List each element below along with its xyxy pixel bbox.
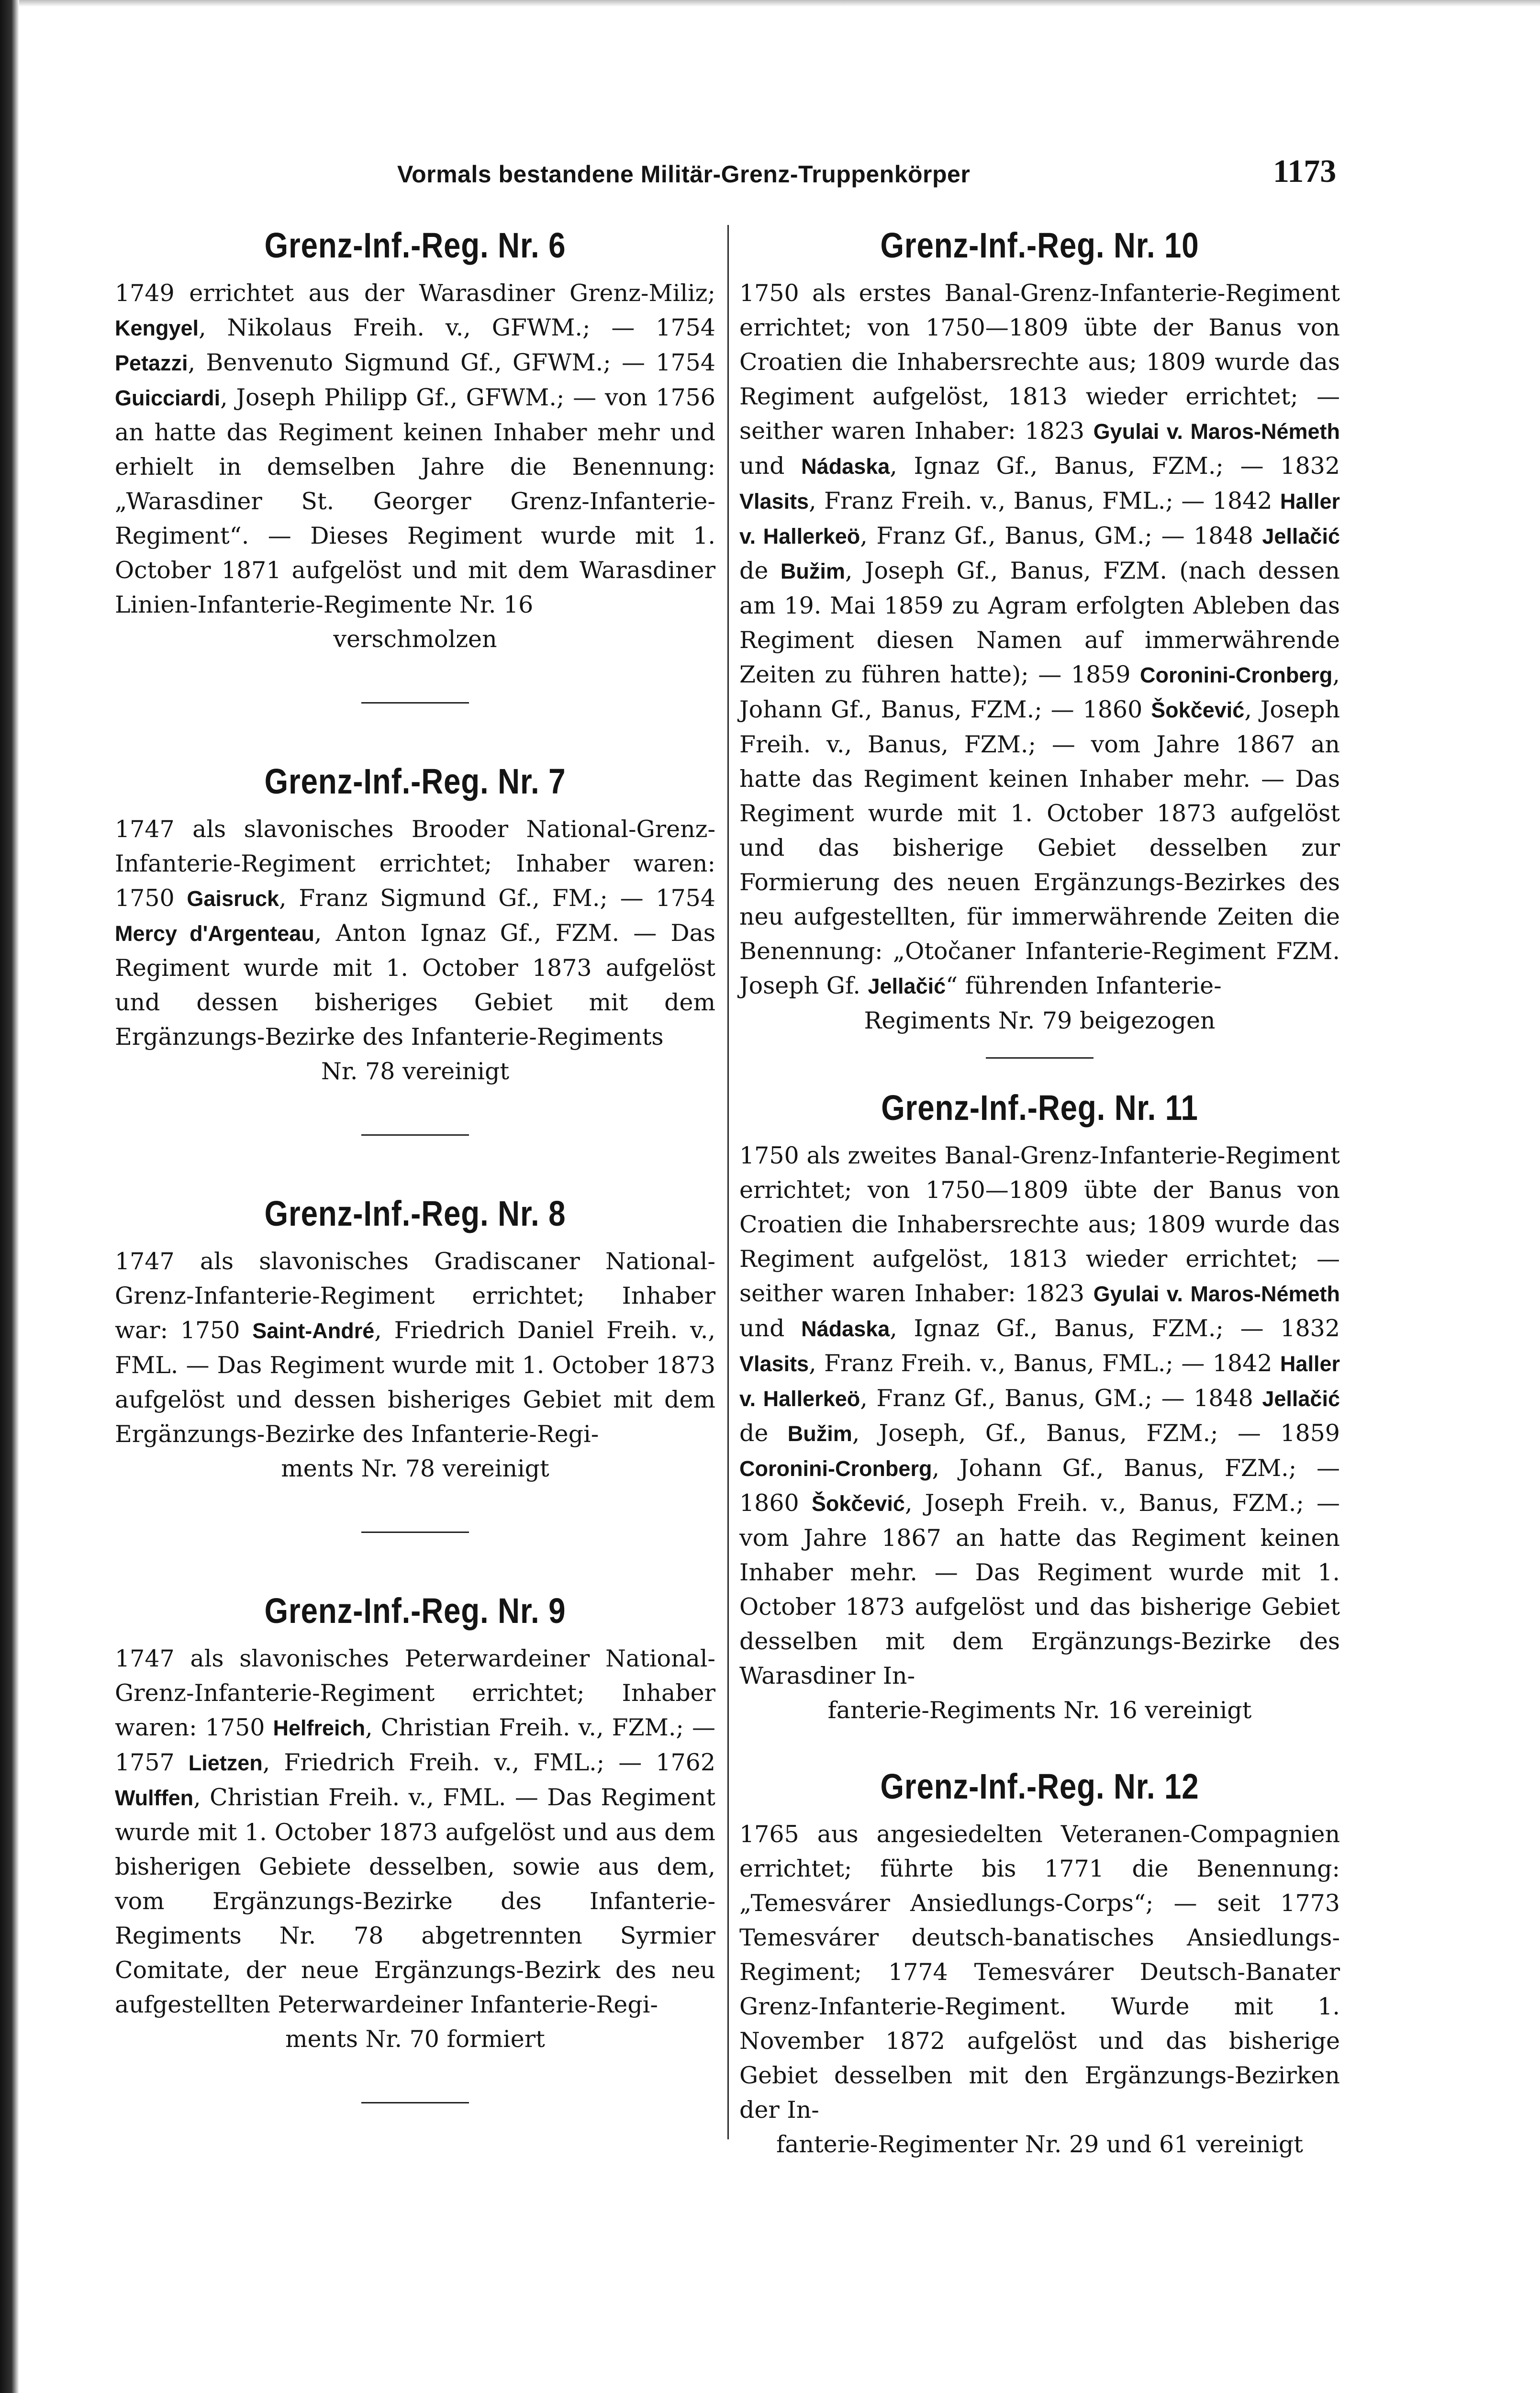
section-reg-6 <box>115 225 715 657</box>
section-body <box>115 1642 715 2022</box>
section-heading: Grenz-Inf.-Reg. Nr. 6 <box>264 225 566 265</box>
person-name: Jellačić <box>1262 524 1340 549</box>
section-last-line: Regiments Nr. 79 beigezogen <box>864 1007 1216 1035</box>
person-name: Haller v. Hallerkeö <box>739 489 1340 549</box>
person-name: Nádaska <box>801 454 890 479</box>
person-name: Wulffen <box>115 1786 194 1811</box>
text-run: , Christian Freih. v., FML. — Das Regiment wurde mit 1. October 1873 aufgelöst und aus dem bisherigen Gebiete desselben, sowie aus dem, vom Ergänzungs-Bezirke des Infanterie-Regiments Nr. 78 abgetrennten Syrmier Comitate, der neue Ergänzungs-Bezirk des neu aufgestellten Peterwardeiner Infanterie-Regi- <box>115 1784 715 2019</box>
text-run: “ führenden Infanterie- <box>946 972 1222 1000</box>
running-title: Vormals bestandene Militär-Grenz-Truppenkörper <box>397 161 971 188</box>
section-reg-8 <box>115 1193 715 1486</box>
text-run: , Johann Gf., Banus, FZM.; — 1860 <box>739 1454 1340 1517</box>
person-name: Coronini-Cronberg <box>739 1456 932 1481</box>
section-reg-12 <box>739 1766 1340 2162</box>
text-run: , Ignaz Gf., Banus, FZM.; — 1832 <box>890 1315 1340 1342</box>
text-run: , Joseph Freih. v., Banus, FZM.; — vom Jahre 1867 an hatte das Regiment keinen Inhaber mehr. — Das Regiment wurde mit 1. October 1873 aufgelöst und das bisherige Gebiet desselben zur Formierung des neuen Ergänzungs-Bezirkes des neu aufgestellten, für immerwährende Zeiten die Benennung: „Otočaner Infanterie-Regiment FZM. Joseph Gf. <box>739 696 1340 1000</box>
section-body <box>115 1244 715 1452</box>
text-run: , Nikolaus Freih. v., GFWM.; — 1754 <box>199 314 715 342</box>
text-run: , Ignaz Gf., Banus, FZM.; — 1832 <box>890 452 1340 480</box>
person-name: Nádaska <box>801 1317 890 1342</box>
section-last-line: fanterie-Regimenter Nr. 29 und 61 vereinigt <box>776 2131 1303 2158</box>
person-name: Jellačić <box>1262 1387 1340 1411</box>
section-heading: Grenz-Inf.-Reg. Nr. 10 <box>880 225 1199 265</box>
text-run: und <box>739 452 802 480</box>
separator-rule <box>361 2102 469 2103</box>
text-run: 1750 als erstes Banal-Grenz-Infanterie-Regiment errichtet; von 1750—1809 übte der Banus von Croatien die Inhabersrechte aus; 1809 wurde das Regiment aufgelöst, 1813 wieder errichtet; — seither waren Inhaber: 1823 <box>739 280 1340 445</box>
person-name: Gyulai v. Maros-Németh <box>1093 1282 1340 1307</box>
person-name: Bužim <box>780 559 845 584</box>
section-reg-9 <box>115 1590 715 2057</box>
section-heading: Grenz-Inf.-Reg. Nr. 11 <box>881 1088 1198 1128</box>
text-run: , Joseph Freih. v., Banus, FZM.; — vom Jahre 1867 an hatte das Regiment keinen Inhaber mehr. — Das Regiment wurde mit 1. October 1873 aufgelöst und das bisherige Gebiet desselben mit dem Ergänzungs-Bezirke des Warasdiner In- <box>739 1489 1340 1690</box>
person-name: Mercy d'Argenteau <box>115 921 314 946</box>
separator-rule <box>361 1532 469 1533</box>
person-name: Petazzi <box>115 351 188 376</box>
section-body <box>115 812 715 1054</box>
section-heading: Grenz-Inf.-Reg. Nr. 7 <box>264 761 566 802</box>
section-reg-10 <box>739 225 1340 1038</box>
separator-rule <box>986 1057 1094 1059</box>
person-name: Šokčević <box>811 1491 905 1516</box>
section-body <box>115 276 715 622</box>
person-name: Saint-André <box>252 1319 375 1343</box>
section-heading: Grenz-Inf.-Reg. Nr. 12 <box>880 1767 1199 1807</box>
text-run: de <box>739 1420 788 1447</box>
text-run: , Franz Freih. v., Banus, FML.; — 1842 <box>809 487 1280 515</box>
text-run: , Friedrich Daniel Freih. v., FML. — Das Regiment wurde mit 1. October 1873 aufgelöst und dessen bisheriges Gebiet mit dem Ergänzungs-Bezirke des Infanterie-Regi- <box>115 1317 715 1448</box>
text-run: , Friedrich Freih. v., FML.; — 1762 <box>262 1749 716 1777</box>
section-body <box>739 1139 1340 1693</box>
right-column <box>739 225 1340 2162</box>
text-run: , Benvenuto Sigmund Gf., GFWM.; — 1754 <box>188 349 715 377</box>
text-run: , Joseph Gf., Banus, FZM. (nach dessen am 19. Mai 1859 zu Agram erfolgten Ableben das Regiment diesen Namen auf immerwährende Zeiten zu führen hatte); — 1859 <box>739 557 1340 689</box>
section-last-line: ments Nr. 70 formiert <box>285 2025 545 2053</box>
person-name: Lietzen <box>188 1751 263 1776</box>
person-name: Gyulai v. Maros-Németh <box>1093 419 1340 444</box>
text-run: und <box>739 1315 802 1342</box>
person-name: Bužim <box>787 1421 852 1446</box>
section-reg-7 <box>115 761 715 1089</box>
person-name: Gaisruck <box>187 886 279 911</box>
scan-binding-edge <box>0 0 19 2393</box>
left-column <box>115 225 715 2161</box>
person-name: Vlasits <box>739 1352 809 1376</box>
person-name: Vlasits <box>739 489 809 514</box>
text-run: 1747 als slavonisches Peterwardeiner National-Grenz-Infanterie-Regiment errichtet; Inhaber waren: 1750 <box>115 1645 715 1742</box>
person-name: Jellačić <box>868 974 946 999</box>
text-run: , Joseph, Gf., Banus, FZM.; — 1859 <box>852 1420 1340 1447</box>
person-name: Coronini-Cronberg <box>1139 663 1333 688</box>
text-run: de <box>739 557 781 585</box>
column-divider <box>727 225 729 2139</box>
text-run: , Johann Gf., Banus, FZM.; — 1860 <box>739 661 1340 724</box>
separator-rule <box>361 1134 469 1136</box>
person-name: Guicciardi <box>115 386 221 411</box>
text-run: 1750 als zweites Banal-Grenz-Infanterie-Regiment errichtet; von 1750—1809 übte der Banus von Croatien die Inhabersrechte aus; 1809 wurde das Regiment aufgelöst, 1813 wieder errichtet; — seither waren Inhaber: 1823 <box>739 1142 1340 1308</box>
separator-rule <box>361 702 469 704</box>
section-body <box>739 1817 1340 2127</box>
page-number: 1173 <box>1273 153 1337 189</box>
person-name: Kengyel <box>115 316 199 341</box>
section-heading: Grenz-Inf.-Reg. Nr. 9 <box>264 1591 566 1631</box>
text-run: 1765 aus angesiedelten Veteranen-Compagnien errichtet; führte bis 1771 die Benennung: „Temesvárer Ansiedlungs-Corps“; — seit 1773 Temesvárer deutsch-banatisches Ansiedlungs-Regiment; 1774 Temesvárer Deutsch-Banater Grenz-Infanterie-Regiment. Wurde mit 1. November 1872 aufgelöst und das bisherige Gebiet desselben mit den Ergänzungs-Bezirken der In- <box>739 1821 1340 2124</box>
person-name: Haller v. Hallerkeö <box>739 1352 1340 1411</box>
text-run: , Joseph Philipp Gf., GFWM.; — von 1756 an hatte das Regiment keinen Inhaber mehr und erhielt in demselben Jahre die Benennung: „Warasdiner St. Georger Grenz-Infanterie-Regiment“. — Dieses Regiment wurde mit 1. October 1871 aufgelöst und mit dem Warasdiner Linien-Infanterie-Regimente Nr. 16 <box>115 384 715 619</box>
person-name: Šokčević <box>1151 698 1245 723</box>
person-name: Helfreich <box>273 1716 366 1741</box>
section-heading: Grenz-Inf.-Reg. Nr. 8 <box>264 1194 566 1234</box>
text-run: , Franz Gf., Banus, GM.; — 1848 <box>860 522 1262 550</box>
text-run: , Christian Freih. v., FZM.; — 1757 <box>115 1714 715 1777</box>
text-run: 1747 als slavonisches Gradiscaner National-Grenz-Infanterie-Regiment errichtet; Inhaber war: 1750 <box>115 1248 715 1344</box>
text-run: , Anton Ignaz Gf., FZM. — Das Regiment wurde mit 1. October 1873 aufgelöst und dessen bisheriges Gebiet mit dem Ergänzungs-Bezirke des Infanterie-Regiments <box>115 919 716 1051</box>
section-last-line: fanterie-Regiments Nr. 16 vereinigt <box>827 1697 1252 1724</box>
section-last-line: verschmolzen <box>333 626 497 653</box>
section-reg-11 <box>739 1087 1340 1728</box>
text-run: , Franz Freih. v., Banus, FML.; — 1842 <box>809 1350 1280 1377</box>
text-run: , Franz Gf., Banus, GM.; — 1848 <box>860 1385 1262 1412</box>
section-last-line: ments Nr. 78 vereinigt <box>281 1455 549 1483</box>
text-run: 1747 als slavonisches Brooder National-Grenz-Infanterie-Regiment errichtet; Inhaber waren: 1750 <box>115 816 715 912</box>
section-body <box>739 276 1340 1004</box>
text-run: 1749 errichtet aus der Warasdiner Grenz-Miliz; <box>115 280 715 307</box>
scan-top-edge <box>19 0 1540 7</box>
section-last-line: Nr. 78 vereinigt <box>321 1058 510 1085</box>
text-run: , Franz Sigmund Gf., FM.; — 1754 <box>279 884 715 912</box>
